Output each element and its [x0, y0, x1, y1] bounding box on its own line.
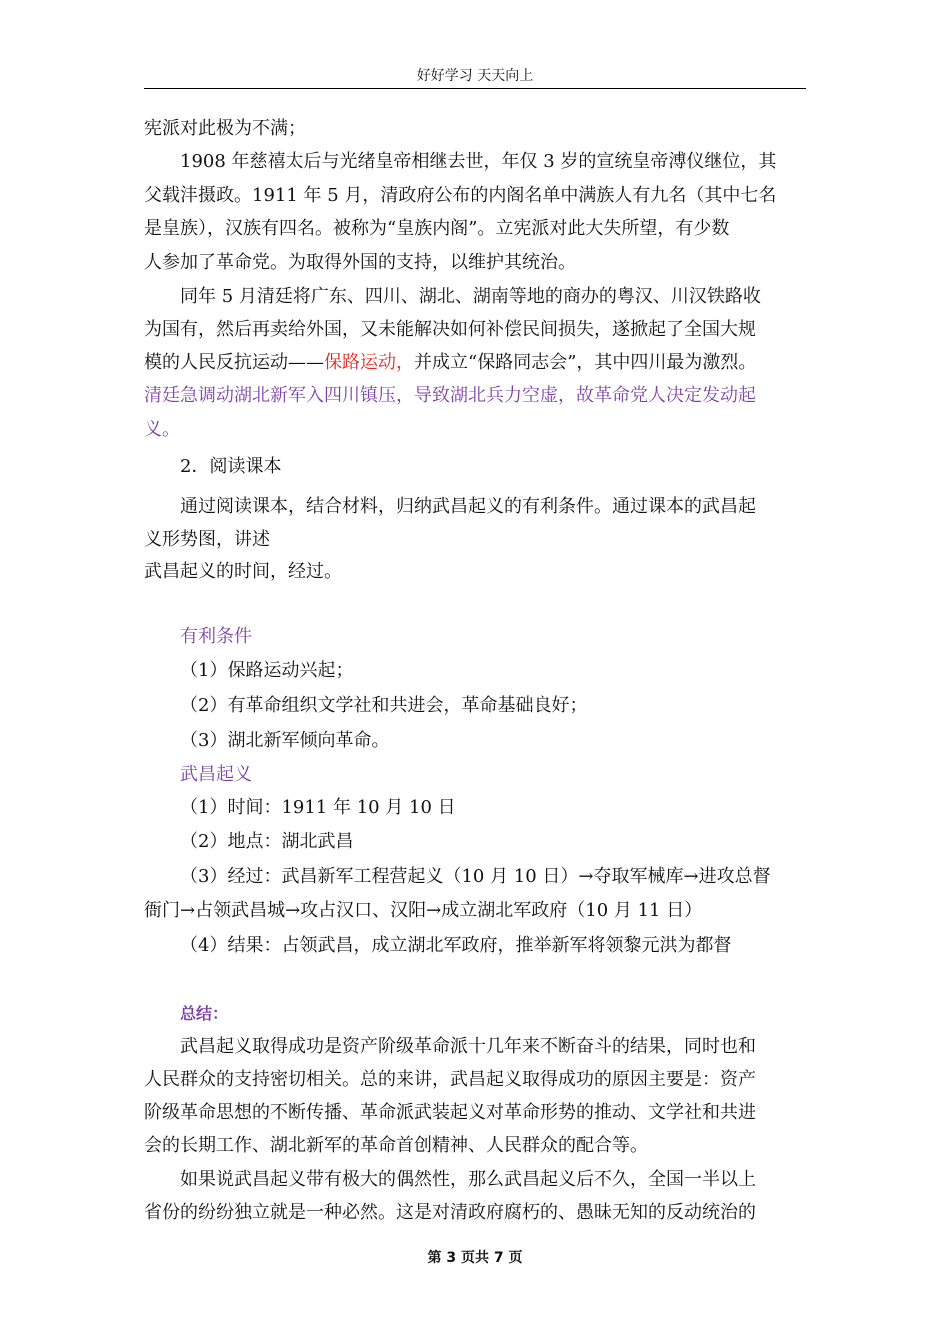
summary-heading: 总结： [180, 1004, 229, 1023]
header-rule [144, 88, 806, 89]
list-item: （1）保路运动兴起； [180, 660, 354, 681]
list-item: （3）经过：武昌新军工程营起义（10 月 10 日）→夺取军械库→进攻总督 [180, 866, 771, 887]
list-item: （4）结果：占领武昌，成立湖北军政府，推举新军将领黎元洪为都督 [180, 935, 732, 956]
body-line: 为国有，然后再卖给外国，又未能解决如何补偿民间损失，遂掀起了全国大规 [144, 319, 756, 340]
body-line: 宪派对此极为不满； [144, 118, 306, 139]
body-line: 武昌起义取得成功是资产阶级革命派十几年来不断奋斗的结果，同时也和 [180, 1036, 756, 1057]
list-item: （1）时间：1911 年 10 月 10 日 [180, 797, 456, 818]
list-item: （2）有革命组织文学社和共进会，革命基础良好； [180, 695, 588, 716]
highlight-text: 保路运动， [324, 352, 414, 373]
body-line: 通过阅读课本，结合材料，归纳武昌起义的有利条件。通过课本的武昌起 [180, 496, 756, 517]
body-line: 人参加了革命党。为取得外国的支持，以维护其统治。 [144, 252, 576, 273]
list-item: （3）湖北新军倾向革命。 [180, 730, 390, 751]
text-segment: 并成立“保路同志会”，其中四川最为激烈。 [414, 352, 757, 373]
list-item-continued: 衙门→占领武昌城→攻占汉口、汉阳→成立湖北军政府（10 月 11 日） [144, 900, 703, 921]
body-line: 省份的纷纷独立就是一种必然。这是对清政府腐朽的、愚昧无知的反动统治的 [144, 1202, 756, 1223]
body-line: 同年 5 月清廷将广东、四川、湖北、湖南等地的商办的粤汉、川汉铁路收 [180, 286, 761, 307]
body-line: 会的长期工作、湖北新军的革命首创精神、人民群众的配合等。 [144, 1135, 648, 1156]
body-line: 武昌起义的时间，经过。 [144, 561, 342, 582]
page-header: 好好学习 天天向上 [416, 68, 534, 84]
body-line: 义形势图，讲述 [144, 529, 270, 550]
body-line: 阶级革命思想的不断传播、革命派武装起义对革命形势的推动、文学社和共进 [144, 1102, 756, 1123]
highlight-line: 义。 [144, 419, 180, 440]
body-line: 1908 年慈禧太后与光绪皇帝相继去世，年仅 3 岁的宣统皇帝溥仪继位，其 [180, 151, 777, 172]
body-line: 人民群众的支持密切相关。总的来讲，武昌起义取得成功的原因主要是：资产 [144, 1069, 756, 1090]
body-line: 是皇族），汉族有四名。被称为“皇族内阁”。立宪派对此大失所望，有少数 [144, 218, 730, 239]
subheading-wuchang-uprising: 武昌起义 [180, 764, 252, 785]
body-line: 父载沣摄政。1911 年 5 月，清政府公布的内阁名单中满族人有九名（其中七名 [144, 185, 777, 206]
body-line-mixed [144, 351, 814, 375]
text-segment: 模的人民反抗运动—— [144, 352, 324, 373]
list-item: （2）地点：湖北武昌 [180, 831, 354, 852]
section-heading: 2．阅读课本 [180, 456, 282, 477]
highlight-line: 清廷急调动湖北新军入四川镇压，导致湖北兵力空虚，故革命党人决定发动起 [144, 385, 756, 406]
subheading-favorable-conditions: 有利条件 [180, 626, 252, 647]
body-line: 如果说武昌起义带有极大的偶然性，那么武昌起义后不久，全国一半以上 [180, 1169, 756, 1190]
page-footer: 第 3 页共 7 页 [427, 1250, 523, 1266]
